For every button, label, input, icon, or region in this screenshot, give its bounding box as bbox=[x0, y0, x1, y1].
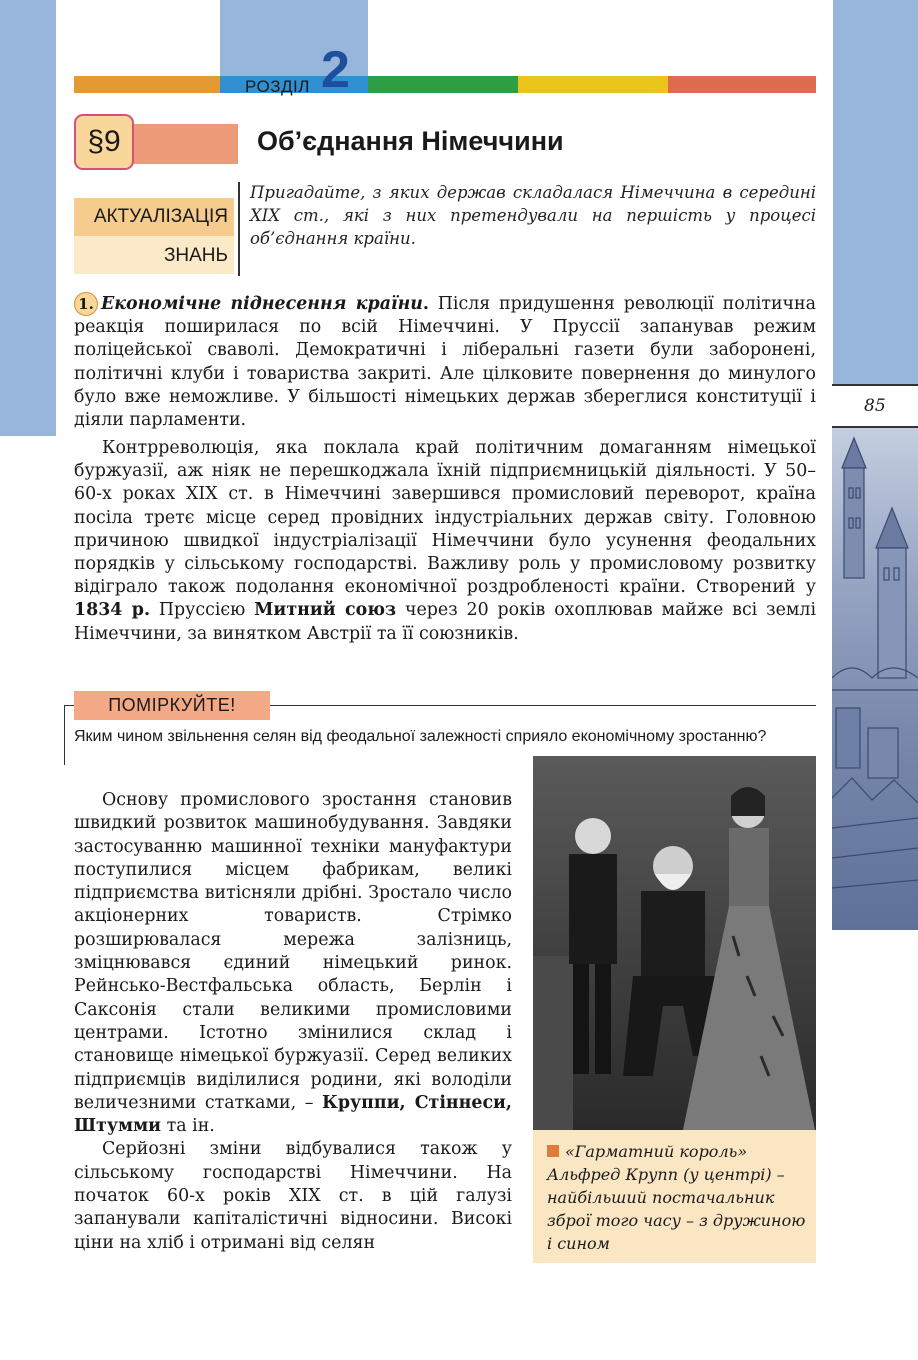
right-margin-band bbox=[833, 0, 918, 384]
section-color-bar bbox=[74, 76, 816, 93]
paragraph-mark: §9 bbox=[74, 114, 134, 170]
photo-caption bbox=[533, 1130, 816, 1263]
think-question: Яким чином звільнення селян від феодальної залежності сприяло економічному зростанню? bbox=[74, 728, 767, 745]
recall-label-line1: АКТУАЛІЗАЦІЯ bbox=[74, 198, 234, 236]
bold-term: Митний союз bbox=[254, 600, 397, 621]
section-label: РОЗДІЛ bbox=[245, 77, 310, 96]
section1-paragraph1: 1. Економічне піднесення країни. Після придушення революції політична реакція поширилася по всій Німеччині. У Пруссії запанував режим поліцейської сваволі. Демократичні і ліберальні газети були заборонені, політичні клуби і товариства закриті. Але цілковите повернення до минулого було вже неможливе. У більшості німецьких держав збереглися конституції і діяли парламенти. bbox=[74, 294, 816, 431]
section-number-badge: 1. bbox=[74, 292, 98, 316]
recall-label-line2: ЗНАНЬ bbox=[74, 236, 234, 274]
family-portrait-icon bbox=[533, 756, 816, 1130]
section-number: 2 bbox=[321, 41, 350, 99]
paragraph-text: Пруссією bbox=[158, 600, 246, 621]
bar-segment bbox=[518, 76, 668, 93]
bold-year: 1834 р. bbox=[74, 600, 150, 621]
column-paragraph1 bbox=[74, 789, 512, 1138]
left-margin-band bbox=[0, 0, 56, 436]
paragraph-text: через 20 років охоплював майже всі землі Німеччини, за винятком Австрії та її союзників. bbox=[74, 600, 817, 644]
bar-segment bbox=[368, 76, 518, 93]
paragraph-text: Контрреволюція, яка поклала край політичним домаганням німецької буржуазії, аж ніяк не перешкоджала їхній підприємницькій діяльності. У 50–60-х роках XIX ст. в Німеччині завершився промисловий переворот, країна посіла третє місце серед провідних індустріальних держав світу. Головною причиною швидкої індустріалізації Німеччини було усунення феодальних порядків у сільському господарстві. Важливу роль у промисловому розвитку відіграло також подолання економічної роздробленості країни. Створений у bbox=[74, 438, 816, 598]
paragraph-text: Після придушення революції політична реакція поширилася по всій Німеччині. У Пруссії запанував режим поліцейської сваволі. Демократичні і ліберальні газети були заборонені, політичні клуби і товариства закриті. Але цілковите повернення до минулого було вже неможливе. У більшості німецьких держав збереглися конституції і діяли парламенти. bbox=[74, 294, 816, 431]
recall-label bbox=[74, 198, 234, 274]
think-bracket bbox=[64, 705, 74, 765]
section1-paragraph2 bbox=[74, 437, 816, 646]
column-paragraph2: Серйозні зміни відбувалися також у сільському господарстві Німеччини. На початок 60-х років XIX ст. в цій галузі запанували капіталістичні відносини. Високі ціни на хліб і отримані від селян bbox=[74, 1139, 512, 1253]
krupp-family-photo bbox=[533, 756, 816, 1130]
recall-question: Пригадайте, з яких держав складалася Німеччина в середині XIX ст., які з них претендували на першість у процесі об’єднання країни. bbox=[250, 183, 816, 248]
think-rule bbox=[270, 705, 816, 706]
recall-divider bbox=[238, 182, 240, 276]
column-text bbox=[74, 789, 512, 1255]
margin-illustration bbox=[832, 428, 918, 930]
paragraph-text: та ін. bbox=[166, 1116, 215, 1137]
chapter-title: Об’єднання Німеччини bbox=[257, 126, 564, 156]
caption-text: «Гарматний король» Альфред Крупп (у центрі) – найбільший постачальник зброї того часу – з дружиною і сином bbox=[547, 1142, 806, 1253]
think-label: ПОМІРКУЙТЕ! bbox=[74, 691, 270, 720]
section-heading: Економічне піднесення країни bbox=[101, 294, 423, 314]
caption-bullet-icon bbox=[547, 1145, 559, 1157]
page-number: 85 bbox=[864, 396, 886, 416]
bold-names: Круппи, Стіннеси, Штумми bbox=[74, 1092, 512, 1137]
paragraph-strip bbox=[132, 124, 238, 164]
bar-segment bbox=[74, 76, 220, 93]
bar-segment bbox=[668, 76, 816, 93]
city-sketch-icon bbox=[832, 428, 918, 930]
paragraph-text: Основу промислового зростання становив швидкий розвиток машинобудування. Завдяки застосуванню машинної техніки мануфактури поступилися місцем фабрикам, великі підприємства витісняли дрібні. Зростало число акціонерних товариств. Стрімко розширювалася мережа залізниць, зміцнювався єдиний німецький ринок. Рейнсько-Вестфальська область, Берлін і Саксонія стали великими промисловими центрами. Істотно змінилися склад і становище німецької буржуазії. Серед великих підприємців виділилися родини, які володіли величезними статками, – bbox=[74, 790, 512, 1113]
